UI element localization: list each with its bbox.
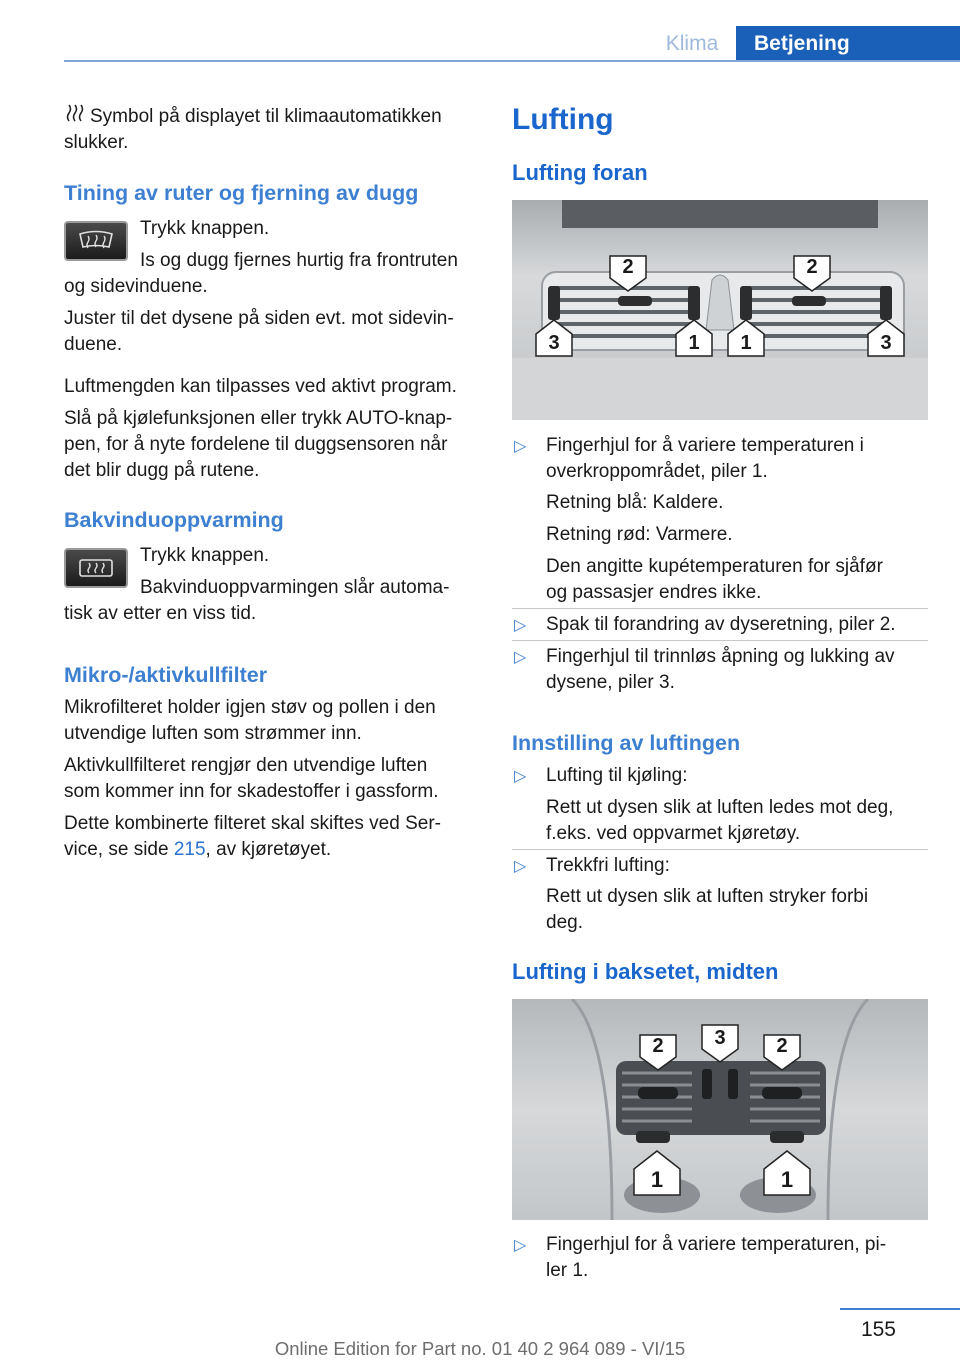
front-item1-sub2: Retning rød: Varmere. — [546, 524, 733, 545]
bullet-icon: ▷ — [514, 438, 527, 455]
section-title: Lufting — [512, 103, 614, 136]
front-vents-image — [512, 200, 928, 420]
callout-front-2-left: 2 — [608, 254, 648, 292]
filter-p3-line1: Dette kombinerte filteret skal skiftes ved Ser- — [64, 813, 441, 834]
rear-defrost-button-image — [64, 548, 128, 588]
filter-p2-line1: Aktivkullfilteret rengjør den utvendige luften — [64, 755, 428, 776]
filter-p3-post: , av kjøretøyet. — [205, 839, 332, 860]
page-reference-link[interactable]: 215 — [173, 839, 206, 860]
rear-defrost-desc-line2: tisk av etter en viss tid. — [64, 603, 257, 624]
front-item1-sub3-line2: og passasjer endres ikke. — [546, 582, 762, 603]
rear-window-defrost-icon — [66, 550, 126, 586]
rear-vent-heading: Lufting i baksetet, midten — [512, 959, 779, 984]
filter-p3-pre: vice, se side — [64, 839, 174, 860]
setting-item2-sub-line1: Rett ut dysen slik at luften stryker forbi — [546, 886, 869, 907]
callout-front-1-right: 1 — [726, 318, 766, 358]
defog-adjust-line1: Juster til det dysene på siden evt. mot sidevin- — [64, 308, 454, 329]
bullet-icon: ▷ — [514, 617, 527, 634]
callout-rear-1-right: 1 — [762, 1149, 812, 1197]
list-separator — [512, 849, 928, 850]
filter-p1-line1: Mikrofilteret holder igjen støv og pollen i den — [64, 697, 436, 718]
filter-p3-line2 — [64, 837, 331, 863]
footer-rule — [840, 1308, 960, 1310]
defog-desc-line2: og sidevinduene. — [64, 276, 208, 297]
setting-item1-sub-line1: Rett ut dysen slik at luften ledes mot deg, — [546, 797, 894, 818]
rear-defrost-desc-line1: Bakvinduoppvarmingen slår automa- — [140, 577, 450, 598]
bullet-icon: ▷ — [514, 649, 527, 666]
front-vent-heading: Lufting foran — [512, 160, 648, 185]
rear-defrost-heading: Bakvinduoppvarming — [64, 508, 284, 532]
bullet-icon: ▷ — [514, 858, 527, 875]
rear-item1-line2: ler 1. — [546, 1260, 589, 1281]
climate-symbol-icon — [66, 103, 84, 130]
front-item2-line1: Spak til forandring av dyseretning, piler 2. — [546, 614, 896, 635]
rear-item1-line1: Fingerhjul for å variere temperaturen, pi- — [546, 1234, 887, 1255]
defog-program-text: Luftmengden kan tilpasses ved aktivt program. — [64, 376, 457, 397]
defog-button-image — [64, 221, 128, 261]
setting-item1-line1: Lufting til kjøling: — [546, 765, 688, 786]
setting-item1-sub-line2: f.eks. ved oppvarmet kjøretøy. — [546, 823, 801, 844]
rear-defrost-press-text: Trykk knappen. — [140, 545, 270, 566]
callout-front-3-left: 3 — [534, 318, 574, 358]
bullet-icon: ▷ — [514, 768, 527, 785]
setting-heading: Innstilling av luftingen — [512, 731, 741, 755]
list-separator — [512, 608, 928, 609]
callout-rear-2-right: 2 — [762, 1033, 802, 1071]
callout-rear-1-left: 1 — [632, 1149, 682, 1197]
filter-p1-line2: utvendige luften som strømmer inn. — [64, 723, 362, 744]
front-item1-sub3-line1: Den angitte kupétemperaturen for sjåfør — [546, 556, 883, 577]
page-number: 155 — [860, 1318, 896, 1341]
header-rule — [64, 60, 960, 62]
rear-vents-image — [512, 999, 928, 1220]
callout-front-2-right: 2 — [792, 254, 832, 292]
bullet-icon: ▷ — [514, 1237, 527, 1254]
intro-text-line1: Symbol på displayet til klimaautomatikken — [90, 106, 442, 127]
windshield-defrost-icon — [66, 223, 126, 259]
front-item1-sub1: Retning blå: Kaldere. — [546, 492, 724, 513]
footer-edition: Online Edition for Part no. 01 40 2 964 089 - VI/15 — [274, 1338, 686, 1359]
defog-cool-line2: pen, for å nyte fordelene til duggsensoren når — [64, 434, 448, 455]
defog-press-text: Trykk knappen. — [140, 218, 270, 239]
defog-cool-line3: det blir dugg på rutene. — [64, 460, 260, 481]
header-section-tab[interactable]: Klima — [665, 32, 719, 55]
front-item3-line2: dysene, piler 3. — [546, 672, 675, 693]
defog-heading: Tining av ruter og fjerning av dugg — [64, 181, 419, 205]
callout-rear-2-left: 2 — [638, 1033, 678, 1071]
intro-text-line2: slukker. — [64, 132, 129, 153]
filter-heading: Mikro-/aktivkullfilter — [64, 663, 268, 687]
filter-p2-line2: som kommer inn for skadestoffer i gassform. — [64, 781, 439, 802]
defog-desc-line1: Is og dugg fjernes hurtig fra frontruten — [140, 250, 458, 271]
header-chapter-tab[interactable]: Betjening — [736, 26, 960, 62]
setting-item2-sub-line2: deg. — [546, 912, 583, 933]
defog-adjust-line2: duene. — [64, 334, 123, 355]
front-item1-line1: Fingerhjul for å variere temperaturen i — [546, 435, 864, 456]
setting-item2-line1: Trekkfri lufting: — [546, 855, 670, 876]
front-item1-line2: overkroppområdet, piler 1. — [546, 461, 768, 482]
callout-front-1-left: 1 — [674, 318, 714, 358]
callout-rear-3: 3 — [700, 1023, 740, 1063]
list-separator — [512, 640, 928, 641]
defog-cool-line1: Slå på kjølefunksjonen eller trykk AUTO-knap- — [64, 408, 453, 429]
front-item3-line1: Fingerhjul til trinnløs åpning og lukking av — [546, 646, 895, 667]
callout-front-3-right: 3 — [866, 318, 906, 358]
